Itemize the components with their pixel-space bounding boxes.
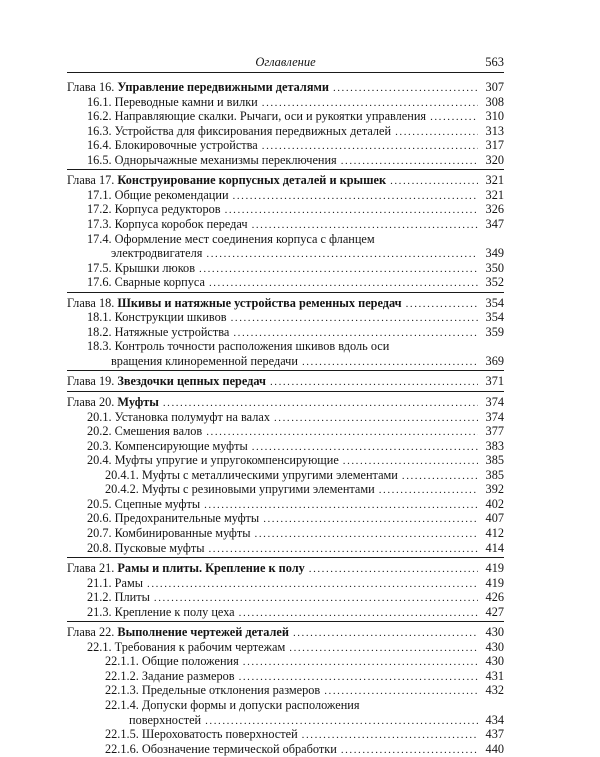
entry-page: 326 [485, 202, 504, 217]
entry-text-continued: вращения клиноременной передачи [111, 353, 298, 368]
dot-leader [205, 713, 478, 728]
entry-page: 427 [485, 604, 504, 619]
entry-page: 426 [485, 590, 504, 605]
toc-chapter-entry[interactable] [67, 173, 504, 187]
entry-text: Глава 17. Конструирование корпусных деталей и крышек [67, 173, 387, 188]
entry-page: 371 [485, 374, 504, 389]
entry-text: 18.3. Контроль точности расположения шкивов вдоль оси [87, 339, 390, 354]
entry-text: 20.4.1. Муфты с металлическими упругими элементами [105, 467, 398, 482]
toc-chapter-entry[interactable] [67, 395, 504, 409]
toc-section-entry[interactable] [67, 468, 504, 482]
toc-chapter-entry[interactable] [67, 561, 504, 575]
dot-leader [333, 80, 478, 95]
entry-page: 385 [485, 453, 504, 468]
entry-page: 377 [485, 424, 504, 439]
entry-page: 430 [485, 625, 504, 640]
entry-page: 321 [485, 173, 504, 188]
dot-leader [252, 439, 478, 454]
page-number: 563 [485, 55, 504, 69]
chapter-title: Шкивы и натяжные устройства ременных передач [117, 295, 402, 310]
toc-section-entry[interactable] [67, 153, 504, 167]
entry-text: 17.5. Крышки люков [87, 260, 196, 275]
toc-section-entry[interactable] [67, 727, 504, 741]
dot-leader [430, 109, 478, 124]
dot-leader [324, 683, 478, 698]
toc-section-entry[interactable] [67, 261, 504, 275]
dot-leader [252, 217, 478, 232]
entry-text: 20.7. Комбинированные муфты [87, 525, 251, 540]
dot-leader [302, 727, 478, 742]
dot-leader [341, 742, 478, 757]
dot-leader [206, 246, 478, 261]
dot-leader [402, 468, 478, 483]
toc-section-entry[interactable] [67, 482, 504, 496]
entry-text: Глава 16. Управление передвижными деталями [67, 80, 329, 94]
toc-section-entry[interactable] [67, 325, 504, 339]
entry-text: 16.3. Устройства для фиксирования передвижных деталей [87, 123, 392, 138]
entry-text: 18.2. Натяжные устройства [87, 324, 230, 339]
toc-section-entry[interactable] [67, 576, 504, 590]
toc-section-entry[interactable] [67, 453, 504, 467]
entry-page: 374 [485, 395, 504, 409]
entry-text: 16.1. Переводные камни и вилки [87, 94, 258, 109]
entry-page: 317 [485, 138, 504, 153]
chapter-title: Выполнение чертежей деталей [117, 625, 289, 640]
toc-section-entry[interactable] [67, 654, 504, 668]
chapter-separator [67, 169, 504, 170]
entry-page: 431 [485, 668, 504, 683]
toc-section-entry[interactable] [67, 138, 504, 152]
dot-leader [231, 310, 478, 325]
toc-section-entry[interactable] [67, 424, 504, 438]
entry-page: 313 [485, 123, 504, 138]
running-title: Оглавление [255, 55, 316, 69]
dot-leader [341, 153, 478, 168]
dot-leader [379, 482, 478, 497]
entry-page: 437 [485, 727, 504, 742]
entry-page: 310 [485, 109, 504, 124]
dot-leader [154, 590, 478, 605]
toc-section-entry[interactable] [67, 742, 504, 756]
toc-section-entry[interactable] [67, 511, 504, 525]
entry-text-continued: поверхностей [129, 712, 202, 727]
entry-page: 385 [485, 467, 504, 482]
entry-text: 16.2. Направляющие скалки. Рычаги, оси и рукоятки управления [87, 109, 427, 124]
dot-leader [263, 511, 478, 526]
dot-leader [233, 188, 478, 203]
entry-text: 17.1. Общие рекомендации [87, 187, 229, 202]
entry-page: 308 [485, 94, 504, 109]
dot-leader [343, 453, 478, 468]
toc-section-entry[interactable] [67, 217, 504, 231]
toc-chapter-entry[interactable] [67, 80, 504, 94]
entry-text: Глава 22. Выполнение чертежей деталей [67, 625, 289, 640]
chapter-title: Управление передвижными деталями [117, 80, 329, 94]
entry-text-continued: электродвигателя [111, 246, 203, 261]
entry-text: 20.5. Сцепные муфты [87, 496, 201, 511]
toc-entry-continuation[interactable] [67, 713, 504, 727]
chapter-separator [67, 292, 504, 293]
chapter-title: Конструирование корпусных деталей и крышек [117, 173, 387, 188]
toc-section-entry[interactable] [67, 590, 504, 604]
entry-page: 412 [485, 525, 504, 540]
entry-page: 432 [485, 683, 504, 698]
entry-page: 347 [485, 216, 504, 231]
toc-section-entry[interactable] [67, 698, 504, 712]
entry-text: 22.1.3. Предельные отклонения размеров [105, 683, 321, 698]
dot-leader [262, 138, 478, 153]
entry-text: Глава 20. Муфты [67, 395, 159, 409]
dot-leader [209, 275, 478, 290]
running-header [67, 55, 504, 72]
dot-leader [239, 669, 478, 684]
entry-page: 414 [485, 540, 504, 555]
toc-chapter-entry[interactable] [67, 625, 504, 639]
entry-text: 20.1. Установка полумуфт на валах [87, 409, 270, 424]
chapter-separator [67, 370, 504, 371]
toc-section-entry[interactable] [67, 605, 504, 619]
toc-section-entry[interactable] [67, 640, 504, 654]
toc-section-entry[interactable] [67, 109, 504, 123]
entry-text: 22.1.4. Допуски формы и допуски расположения [105, 698, 360, 712]
entry-page: 307 [485, 80, 504, 94]
entry-text: 22.1.5. Шероховатость поверхностей [105, 727, 298, 742]
toc-section-entry[interactable] [67, 95, 504, 109]
dot-leader [208, 541, 478, 556]
dot-leader [309, 561, 478, 576]
entry-text: Глава 21. Рамы и плиты. Крепление к полу [67, 561, 305, 576]
toc-entry-continuation[interactable] [67, 246, 504, 260]
entry-page: 354 [485, 310, 504, 325]
entry-page: 349 [485, 246, 504, 261]
entry-page: 321 [485, 187, 504, 202]
entry-text: 20.4.2. Муфты с резиновыми упругими элементами [105, 482, 375, 497]
entry-page: 440 [485, 741, 504, 756]
toc-section-entry[interactable] [67, 202, 504, 216]
dot-leader [270, 374, 478, 389]
dot-leader [262, 95, 478, 110]
entry-text: 20.6. Предохранительные муфты [87, 511, 260, 526]
entry-page: 320 [485, 152, 504, 167]
entry-page: 392 [485, 482, 504, 497]
entry-page: 402 [485, 496, 504, 511]
entry-page: 354 [485, 295, 504, 310]
entry-text: 17.2. Корпуса редукторов [87, 202, 221, 217]
entry-text: 18.1. Конструкции шкивов [87, 310, 227, 325]
chapter-separator [67, 621, 504, 622]
entry-page: 359 [485, 324, 504, 339]
dot-leader [233, 325, 478, 340]
entry-text: 17.4. Оформление мест соединения корпуса с фланцем [87, 231, 375, 246]
dot-leader [302, 354, 478, 369]
toc-section-entry[interactable] [67, 497, 504, 511]
entry-text: 16.5. Однорычажные механизмы переключения [87, 152, 337, 167]
entry-page: 434 [485, 712, 504, 727]
dot-leader [390, 173, 478, 188]
toc-section-entry[interactable] [67, 410, 504, 424]
dot-leader [395, 124, 478, 139]
entry-page: 369 [485, 353, 504, 368]
entry-page: 419 [485, 575, 504, 590]
toc-section-entry[interactable] [67, 526, 504, 540]
entry-page: 350 [485, 260, 504, 275]
chapter-title: Рамы и плиты. Крепление к полу [117, 561, 305, 576]
entry-text: 20.4. Муфты упругие и упругокомпенсирующие [87, 453, 339, 468]
chapter-title: Звездочки цепных передач [117, 374, 266, 389]
toc-entry-continuation[interactable] [67, 354, 504, 368]
toc-section-entry[interactable] [67, 339, 504, 353]
toc-section-entry[interactable] [67, 124, 504, 138]
entry-text: 22.1. Требования к рабочим чертежам [87, 639, 286, 654]
dot-leader [255, 526, 478, 541]
entry-text: Глава 18. Шкивы и натяжные устройства ременных передач [67, 295, 402, 310]
entry-page: 430 [485, 654, 504, 669]
entry-text: 17.6. Сварные корпуса [87, 275, 205, 290]
dot-leader [289, 640, 478, 655]
entry-text: 21.3. Крепление к полу цеха [87, 604, 235, 619]
entry-text: 21.2. Плиты [87, 590, 150, 605]
entry-text: 22.1.6. Обозначение термической обработки [105, 741, 337, 756]
dot-leader [239, 605, 478, 620]
dot-leader [243, 654, 478, 669]
toc-section-entry[interactable] [67, 275, 504, 289]
entry-text: 16.4. Блокировочные устройства [87, 138, 258, 153]
dot-leader [204, 497, 478, 512]
dot-leader [406, 296, 478, 311]
toc-section-entry[interactable] [67, 669, 504, 683]
toc-section-entry[interactable] [67, 188, 504, 202]
entry-text: Глава 19. Звездочки цепных передач [67, 374, 266, 389]
toc-chapter-entry[interactable] [67, 374, 504, 388]
dot-leader [225, 202, 478, 217]
entry-page: 352 [485, 275, 504, 290]
chapter-separator [67, 391, 504, 392]
chapter-separator [67, 557, 504, 558]
toc-section-entry[interactable] [67, 683, 504, 697]
entry-text: 20.8. Пусковые муфты [87, 540, 205, 555]
dot-leader [147, 576, 478, 591]
entry-text: 17.3. Корпуса коробок передач [87, 216, 248, 231]
dot-leader [293, 625, 478, 640]
entry-page: 419 [485, 561, 504, 576]
chapter-title: Муфты [117, 395, 159, 409]
entry-text: 22.1.2. Задание размеров [105, 668, 235, 683]
entry-page: 407 [485, 511, 504, 526]
header-rule [67, 72, 504, 73]
entry-page: 430 [485, 639, 504, 654]
toc-section-entry[interactable] [67, 232, 504, 246]
dot-leader [274, 410, 478, 425]
toc-section-entry[interactable] [67, 541, 504, 555]
dot-leader [206, 424, 478, 439]
toc-section-entry[interactable] [67, 439, 504, 453]
entry-page: 383 [485, 438, 504, 453]
dot-leader [199, 261, 478, 276]
toc-chapter-entry[interactable] [67, 296, 504, 310]
dot-leader [163, 395, 478, 410]
entry-text: 20.3. Компенсирующие муфты [87, 438, 248, 453]
entry-text: 20.2. Смешения валов [87, 424, 203, 439]
toc-section-entry[interactable] [67, 310, 504, 324]
entry-text: 22.1.1. Общие положения [105, 654, 239, 669]
entry-page: 374 [485, 409, 504, 424]
entry-text: 21.1. Рамы [87, 575, 144, 590]
